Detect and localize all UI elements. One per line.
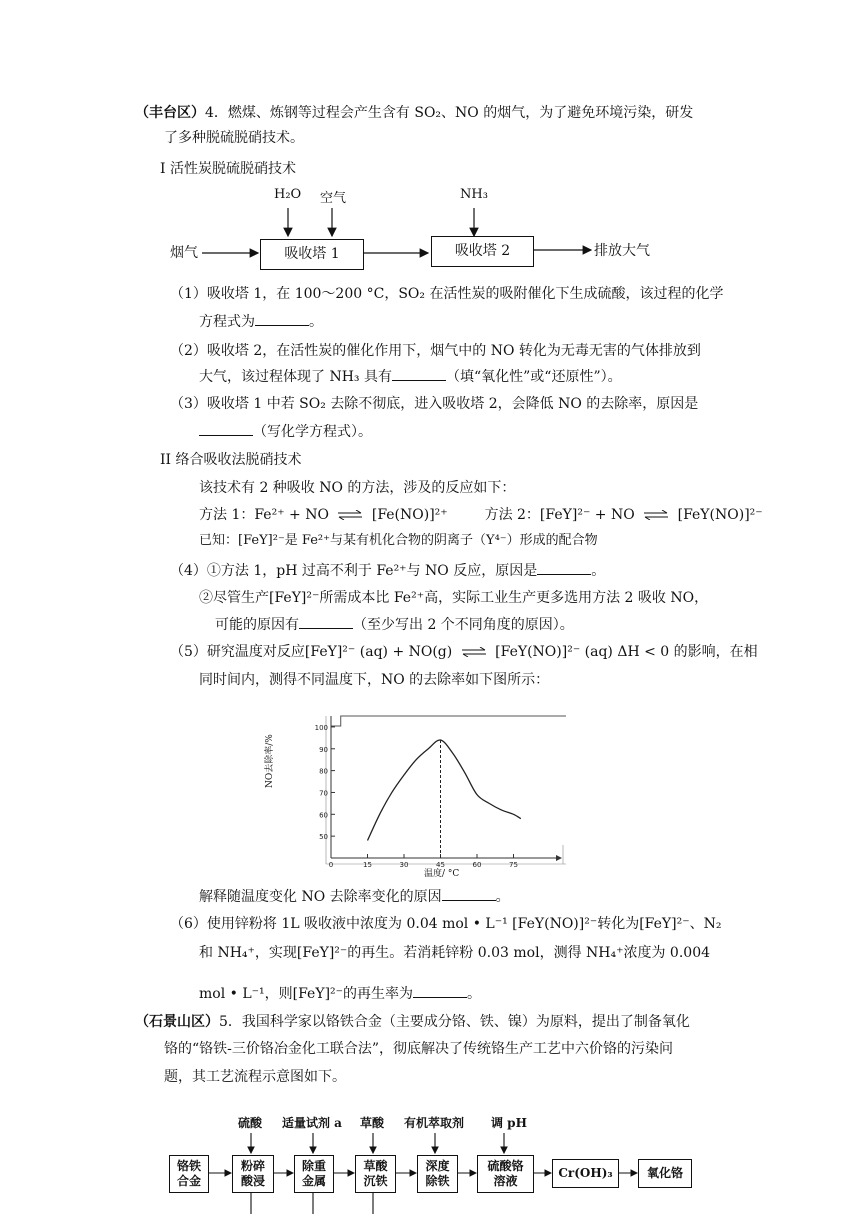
q4-part6-line-c: mol • L⁻¹，则[FeY]²⁻的再生率为 。 (199, 983, 481, 1005)
q4-intro-line-2: 了多种脱硫脱硝技术。 (164, 130, 304, 146)
x-tick-label: 30 (399, 861, 409, 869)
h2o-input-label: H₂O (274, 187, 302, 202)
x-tick-label: 75 (509, 861, 518, 869)
known-note: 已知：[FeY]²⁻是 Fe²⁺与某有机化合物的阴离子（Y⁴⁻）形成的配合物 (199, 533, 598, 548)
x-tick-label: 0 (328, 861, 334, 869)
nh3-input-label: NH₃ (460, 187, 488, 202)
q4-part5-line-b: 同时间内，测得不同温度下，NO 的去除率如下图所示： (199, 672, 550, 688)
q5-intro-line-1: （石景山区）5．我国科学家以铬铁合金（主要成分铬、铁、镍）为原料，提出了制备氧化 (135, 1014, 690, 1030)
flow-box-chromium-sulfate: 硫酸铬溶液 (477, 1155, 534, 1193)
flow-input-oxalic-acid: 草酸 (360, 1116, 385, 1130)
flow-box-deep-iron-removal: 深度除铁 (417, 1155, 458, 1193)
q5-intro-line-2: 铬的“铬铁-三价铬冶金化工联合法”，彻底解决了传统铬生产工艺中六价铬的污染问 (164, 1041, 674, 1057)
y-tick-label: 90 (319, 745, 328, 754)
exhaust-label: 排放大气 (594, 243, 650, 259)
x-tick-label: 60 (472, 861, 482, 869)
y-tick-label: 100 (314, 723, 328, 732)
q4-region: （丰台区） (135, 105, 205, 121)
q4-part4-line-a: （4）①方法 1，pH 过高不利于 Fe²⁺与 NO 反应，原因是 。 (170, 560, 605, 582)
flow-box-cr-oh3: Cr(OH)₃ (552, 1159, 619, 1188)
q4-part6-line-a: （6）使用锌粉将 1L 吸收液中浓度为 0.04 mol • L⁻¹ [FeY(NO)]²⁻转化为[FeY]²⁻、N₂ (170, 916, 722, 932)
x-axis-label: 温度/ °C (424, 869, 460, 879)
q5-region: （石景山区） (135, 1014, 219, 1030)
section-2-intro: 该技术有 2 种吸收 NO 的方法，涉及的反应如下： (199, 480, 516, 496)
x-tick-label: 45 (436, 861, 445, 869)
air-input-label: 空气 (320, 191, 347, 206)
q4-part2-line-b: 大气，该过程体现了 NH₃ 具有 （填“氧化性”或“还原性”）。 (199, 366, 622, 388)
flow-input-extractant: 有机萃取剂 (404, 1116, 465, 1130)
y-tick-label: 50 (319, 833, 328, 842)
y-tick-label: 60 (319, 811, 328, 820)
y-tick-label: 80 (319, 767, 328, 776)
flue-gas-label: 烟气 (170, 245, 198, 261)
q4-part4-line-c: 可能的原因有 （至少写出 2 个不同角度的原因）。 (215, 614, 574, 636)
q4-part2-line-a: （2）吸收塔 2，在活性炭的催化作用下，烟气中的 NO 转化为无毒无害的气体排放到 (170, 343, 701, 359)
q4-part1-line-b: 方程式为 。 (199, 311, 323, 333)
flow-box-crush-leach: 粉碎酸浸 (232, 1155, 274, 1193)
flow-box-ferrochrome: 铬铁合金 (169, 1155, 209, 1193)
methods-line: 方法 1：Fe²⁺ + NO [Fe(NO)]²⁺ 方法 2：[FeY]²⁻ + NO [FeY(NO)]²⁻ (199, 507, 763, 523)
section-2-heading: II 络合吸收法脱硝技术 (160, 452, 302, 468)
flow-box-remove-metals: 除重金属 (294, 1155, 334, 1193)
tower-1-box: 吸收塔 1 (260, 239, 364, 270)
flow-input-adjust-ph: 调 pH (491, 1116, 527, 1130)
q4-intro-line-1: （丰台区）4．燃煤、炼钢等过程会产生含有 SO₂、NO 的烟气，为了避免环境污染，研发 (135, 105, 694, 121)
q4-part6-line-b: 和 NH₄⁺，实现[FeY]²⁻的再生。若消耗锌粉 0.03 mol，测得 NH₄⁺浓度为 0.004 (199, 945, 711, 961)
q4-part3-line-a: （3）吸收塔 1 中若 SO₂ 去除不彻底，进入吸收塔 2，会降低 NO 的去除率，原因是 (170, 396, 699, 412)
tower-2-box: 吸收塔 2 (431, 236, 534, 267)
q4-part5-line-c: 解释随温度变化 NO 去除率变化的原因 。 (199, 886, 510, 908)
q4-part1-line-a: （1）吸收塔 1，在 100～200 °C，SO₂ 在活性炭的吸附催化下生成硫酸，该过程的化学 (170, 286, 724, 302)
flow-box-chromium-oxide: 氧化铬 (638, 1159, 692, 1188)
y-axis-label: NO去除率/% (265, 734, 275, 788)
flow-input-reagent-a: 适量试剂 a (282, 1116, 342, 1130)
q4-part4-line-b: ②尽管生产[FeY]²⁻所需成本比 Fe²⁺高，实际工业生产更多选用方法 2 吸收 NO， (199, 590, 709, 606)
section-1-heading: I 活性炭脱硫脱硝技术 (160, 161, 296, 177)
q4-part3-line-b: （写化学方程式）。 (199, 421, 372, 443)
flow-box-oxalate-precip: 草酸沉铁 (355, 1155, 396, 1193)
q4-part5-line-a: （5）研究温度对反应[FeY]²⁻ (aq) + NO(g) [FeY(NO)]²⁻ (aq) ΔH < 0 的影响，在相 (170, 644, 758, 660)
y-tick-label: 70 (319, 789, 328, 798)
x-tick-label: 15 (363, 861, 372, 869)
q5-intro-line-3: 题，其工艺流程示意图如下。 (164, 1069, 346, 1085)
flow-input-sulfuric-acid: 硫酸 (238, 1116, 263, 1130)
